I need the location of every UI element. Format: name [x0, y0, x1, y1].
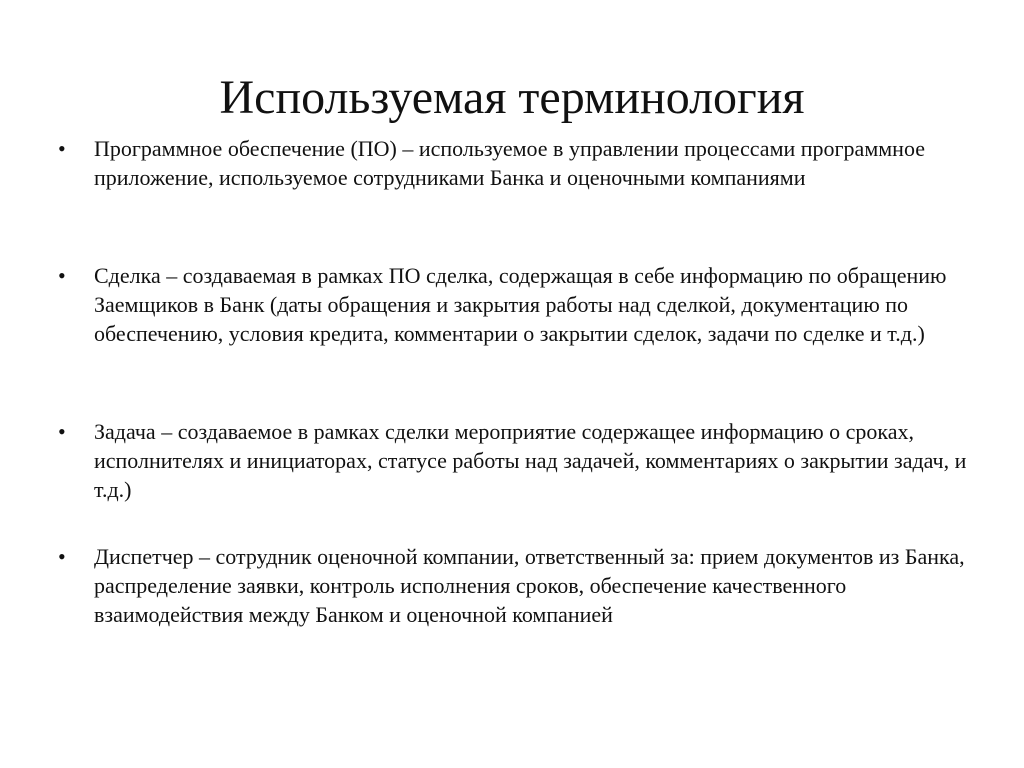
bullet-item-software: [58, 134, 978, 192]
bullet-icon: •: [58, 419, 66, 444]
bullet-text-dispatcher: Диспетчер – сотрудник оценочной компании, ответственный за: прием документов из Банка, распределение заявки, контроль исполнения сроков, обеспечение качественного взаимодействия между Банком и оценочной компанией: [94, 544, 965, 627]
bullet-icon: •: [58, 263, 66, 288]
bullet-text-deal: Сделка – создаваемая в рамках ПО сделка, содержащая в себе информацию по обращению Заемщиков в Банк (даты обращения и закрытия работы над сделкой, документацию по обеспечению, условия кредита, комментарии о закрытии сделок, задачи по сделке и т.д.): [94, 263, 947, 346]
bullet-text-task: Задача – создаваемое в рамках сделки мероприятие содержащее информацию о сроках, исполнителях и инициаторах, статусе работы над задачей, комментариях о закрытии задач, и т.д.): [94, 419, 967, 502]
bullet-item-task: [58, 417, 978, 504]
bullet-icon: •: [58, 544, 66, 569]
bullet-icon: •: [58, 136, 66, 161]
bullet-item-dispatcher: [58, 542, 978, 629]
slide-title: Используемая терминология: [219, 71, 805, 124]
bullet-text-software: Программное обеспечение (ПО) – используемое в управлении процессами программное приложение, используемое сотрудниками Банка и оценочными компаниями: [94, 136, 925, 190]
bullet-item-deal: [58, 261, 978, 348]
